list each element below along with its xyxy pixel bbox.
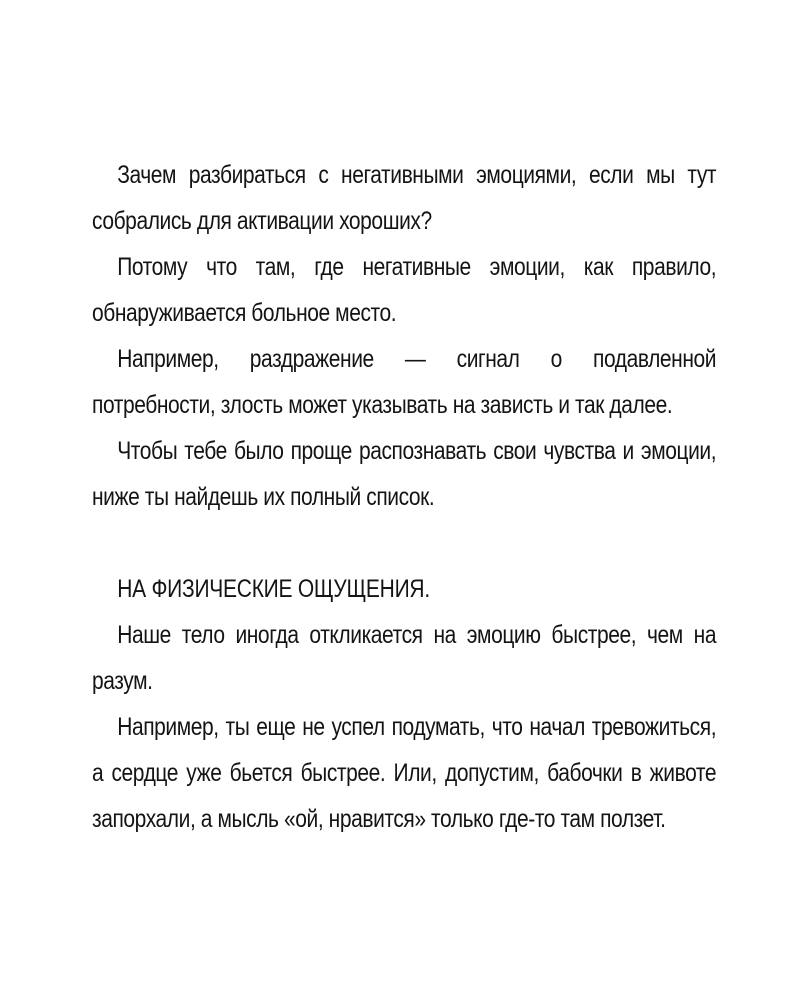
paragraph: Потому что там, где негативные эмоции, как правило, обнаруживается больное место. <box>92 253 717 327</box>
section-spacer <box>92 520 716 566</box>
paragraph: Например, ты еще не успел подумать, что начал тревожиться, а сердце уже бьется быстрее. Или, допустим, бабочки в животе запорхали, а мысль «ой, нравится» только где-то там ползет. <box>92 713 717 833</box>
paragraph: Зачем разбираться с негативными эмоциями, если мы тут собрались для активации хороших? <box>92 161 717 235</box>
paragraph: Наше тело иногда откликается на эмоцию быстрее, чем на разум. <box>92 621 717 695</box>
page-text <box>92 152 716 842</box>
paragraph: Чтобы тебе было проще распознавать свои чувства и эмоции, ниже ты найдешь их полный список. <box>92 437 717 511</box>
paragraph: Например, раздражение — сигнал о подавленной потребности, злость может указывать на зависть и так далее. <box>92 345 717 419</box>
section-heading: НА ФИЗИЧЕСКИЕ ОЩУЩЕНИЯ. <box>117 575 430 603</box>
